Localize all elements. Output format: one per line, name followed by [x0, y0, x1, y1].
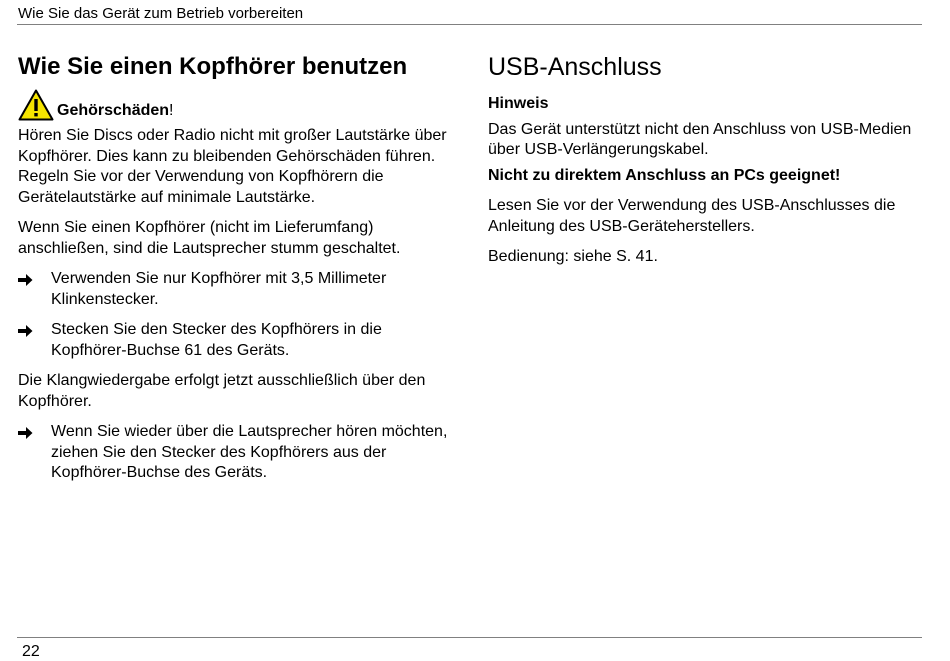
running-header: Wie Sie das Gerät zum Betrieb vorbereiten [18, 5, 304, 22]
sound-paragraph: Die Klangwiedergabe erfolgt jetzt ausschließlich über den Kopfhörer. [18, 372, 426, 410]
mute-paragraph: Wenn Sie einen Kopfhörer (nicht im Lieferumfang) anschließen, sind die Lautsprecher stumm geschaltet. [18, 219, 401, 257]
arrow-right-icon [18, 324, 33, 338]
bullet-item [18, 320, 458, 361]
bullet-text: Stecken Sie den Stecker des Kopfhörers in die Kopfhörer-Buchse 61 des Geräts. [51, 321, 382, 359]
bullet-item [18, 269, 458, 310]
footer-rule [17, 637, 922, 638]
warning-exclamation: ! [169, 102, 174, 119]
usb-heading: USB-Anschluss [488, 53, 662, 81]
arrow-right-icon [18, 273, 33, 287]
warning-paragraph: Hören Sie Discs oder Radio nicht mit großer Lautstärke über Kopfhörer. Dies kann zu bleibenden Gehörschäden führen. Regeln Sie vor der Verwendung von Kopfhörern die Gerätelautstärke auf minimale Lautstärke. [18, 127, 447, 206]
bullet-item [18, 422, 458, 484]
operation-reference: Bedienung: siehe S. 41. [488, 248, 658, 265]
warning-block [18, 89, 458, 121]
warning-title [57, 101, 173, 121]
header-rule [17, 24, 922, 25]
pc-warning: Nicht zu direktem Anschluss an PCs geeignet! [488, 166, 841, 184]
hint-subheading: Hinweis [488, 95, 549, 112]
headphone-heading: Wie Sie einen Kopfhörer benutzen [18, 53, 408, 80]
right-column [488, 52, 913, 268]
left-column [18, 52, 458, 484]
warning-label: Gehörschäden [57, 102, 170, 119]
warning-triangle-icon [18, 89, 54, 121]
arrow-right-icon [18, 426, 33, 440]
manual-paragraph: Lesen Sie vor der Verwendung des USB-Anschlusses die Anleitung des USB-Geräteherstellers. [488, 197, 896, 235]
bullet-text: Wenn Sie wieder über die Lautsprecher hören möchten, ziehen Sie den Stecker des Kopfhörers aus der Kopfhörer-Buchse des Geräts. [51, 423, 448, 481]
bullet-text: Verwenden Sie nur Kopfhörer mit 3,5 Millimeter Klinkenstecker. [51, 270, 387, 308]
usb-paragraph: Das Gerät unterstützt nicht den Anschluss von USB-Medien über USB-Verlängerungskabel. [488, 120, 912, 158]
page-number: 22 [22, 643, 40, 660]
